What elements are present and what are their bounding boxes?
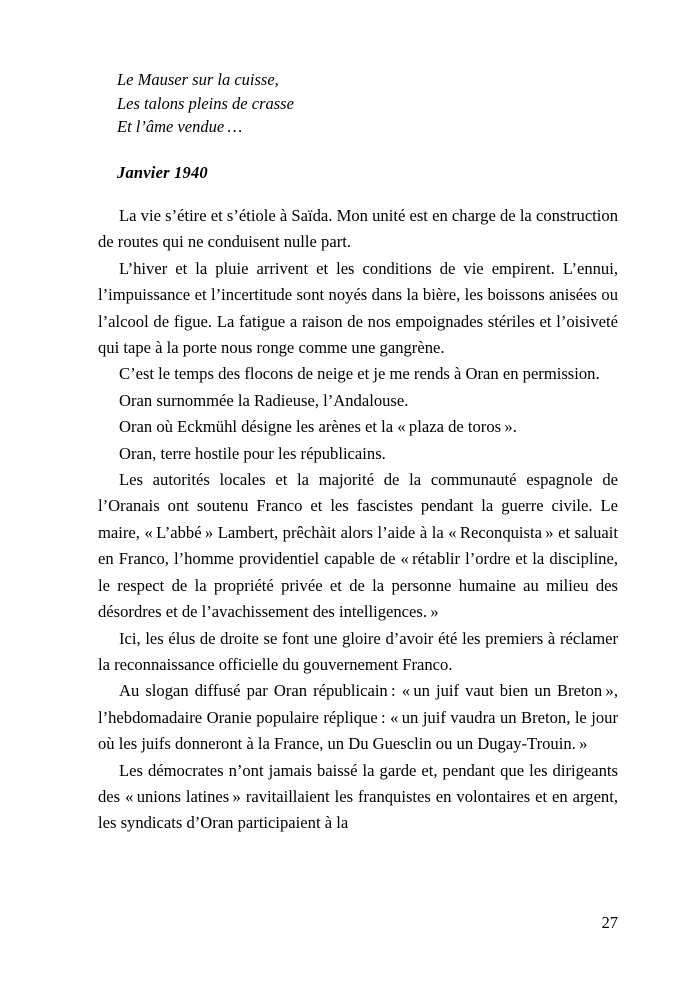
paragraph: Oran où Eckmühl désigne les arènes et la « plaza de toros ». bbox=[119, 417, 517, 437]
paragraph: Les autorités locales et la majorité de la communauté espagnole de l’Oranais ont soutenu Franco et les fascistes pendant la guerre civile. Le maire, « L’abbé » Lambert, prêchàit alors l’aide à la « Reconquista » et saluait en Franco, l’homme providentiel capable de « rétablir l’ordre et la discipline, le respect de la propriété privée et de la personne humaine au milieu des désordres et de l’avachissement des intelligences. » bbox=[98, 470, 618, 622]
paragraph: L’hiver et la pluie arrivent et les conditions de vie empirent. L’ennui, l’impuissance et l’incertitude sont noyés dans la bière, les boissons anisées ou l’alcool de figue. La fatigue a raison de nos empoignades stériles et l’oisiveté qui tape à la porte nous ronge comme une gangrène. bbox=[98, 258, 618, 358]
paragraph: Oran surnommée la Radieuse, l’Andalouse. bbox=[119, 390, 409, 410]
body-copy bbox=[98, 203, 618, 837]
paragraph: Oran, terre hostile pour les républicains. bbox=[119, 443, 386, 463]
epigraph-line: Le Mauser sur la cuisse, bbox=[117, 70, 279, 89]
paragraph: C’est le temps des flocons de neige et je me rends à Oran en permission. bbox=[119, 364, 600, 384]
paragraph: La vie s’étire et s’étiole à Saïda. Mon unité est en charge de la construction de routes qui ne conduisent nulle part. bbox=[98, 206, 618, 252]
page-number: 27 bbox=[601, 913, 618, 932]
paragraph: Les démocrates n’ont jamais baissé la garde et, pendant que les dirigeants des « unions latines » ravitaillaient les franquistes en volontaires et en argent, les syndicats d’Oran participaient à la bbox=[98, 760, 618, 833]
page-text-block bbox=[98, 68, 618, 837]
paragraph: Au slogan diffusé par Oran républicain : « un juif vaut bien un Breton », l’hebdomadaire Oranie populaire réplique : « un juif vaudra un Breton, le jour où les juifs donneront à la France, un Du Guesclin ou un Dugay-Trouin. » bbox=[98, 681, 618, 754]
epigraph-line: Les talons pleins de crasse bbox=[117, 93, 294, 113]
paragraph: Ici, les élus de droite se font une gloire d’avoir été les premiers à réclamer la reconnaissance officielle du gouvernement Franco. bbox=[98, 628, 618, 674]
section-heading-date: Janvier 1940 bbox=[117, 162, 208, 182]
epigraph bbox=[117, 68, 618, 139]
epigraph-line: Et l’âme vendue … bbox=[117, 117, 243, 136]
